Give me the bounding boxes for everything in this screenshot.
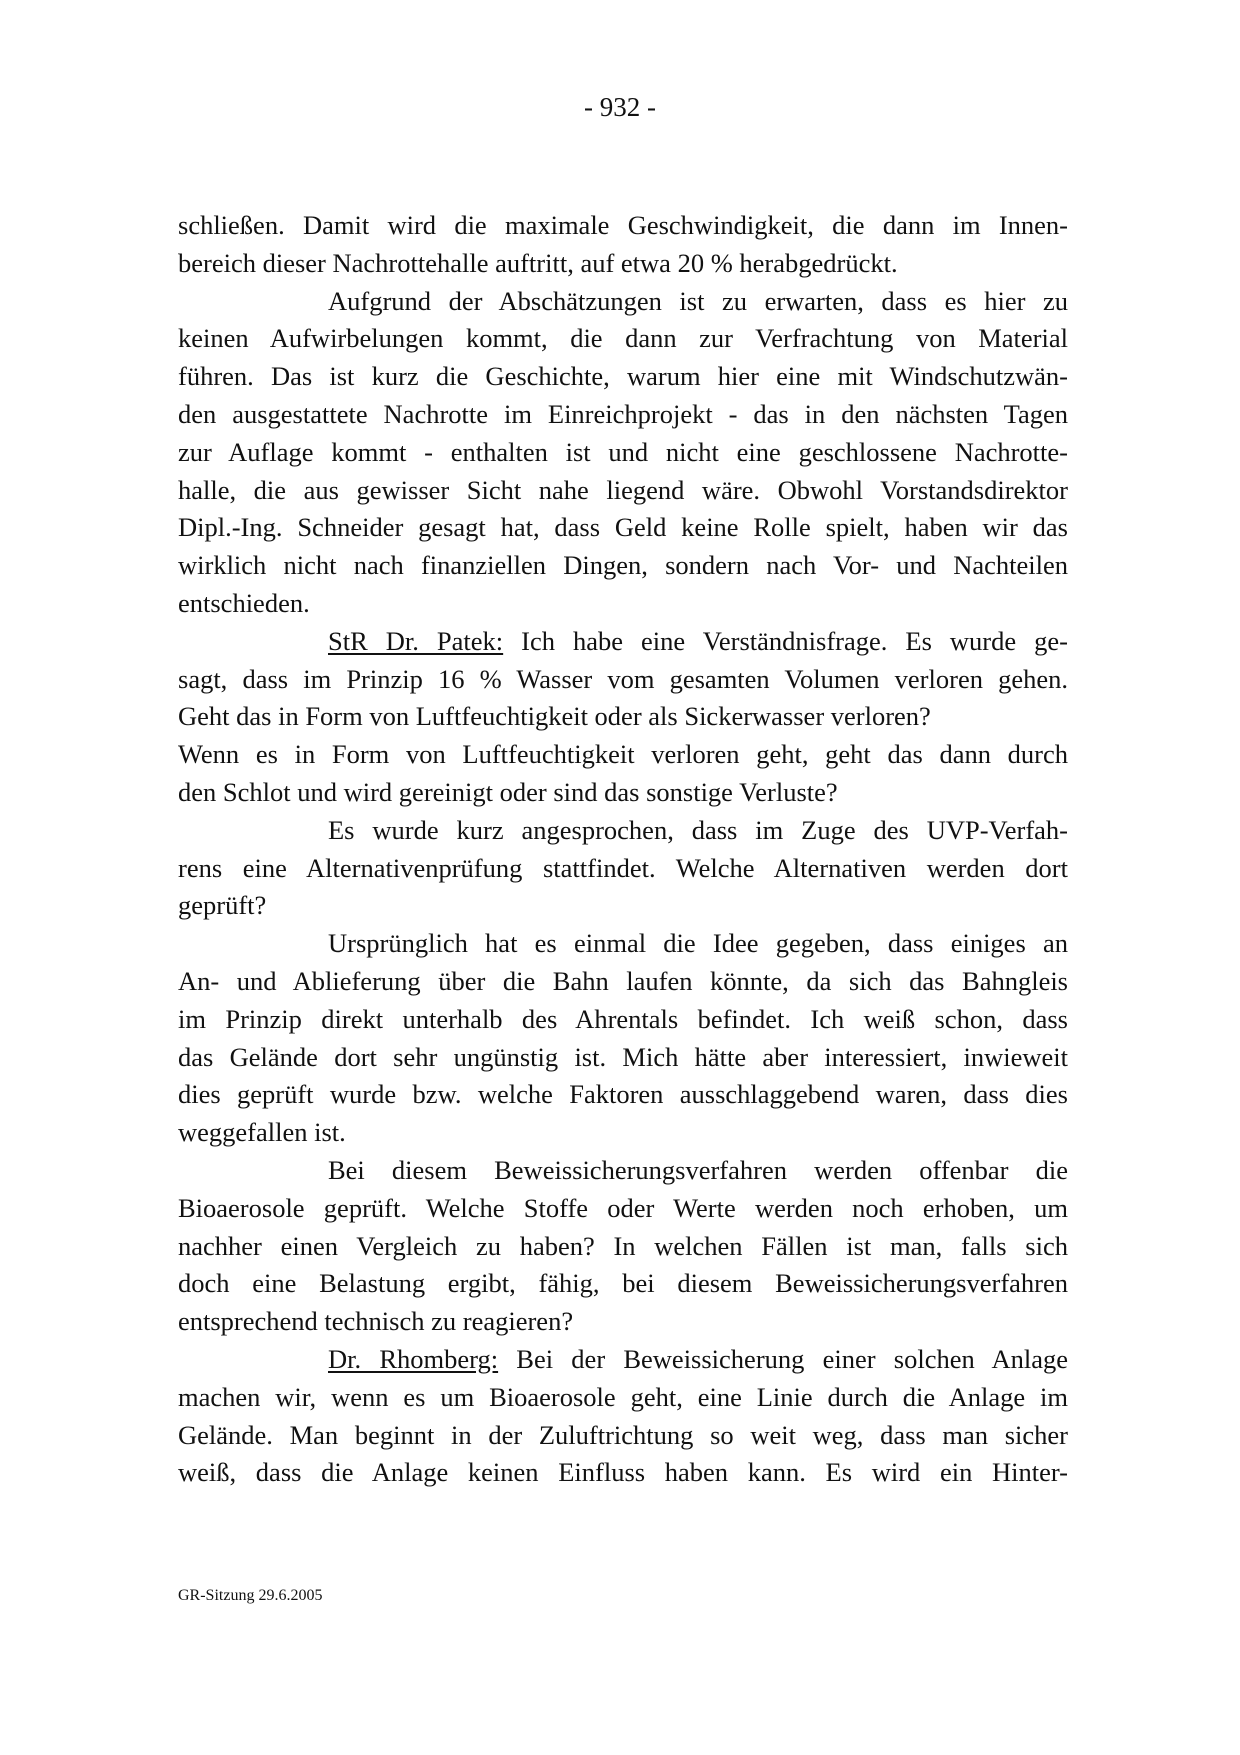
line-text: Ursprünglich hat es einmal die Idee gegeben, dass einiges an bbox=[328, 928, 1068, 959]
text-line bbox=[178, 245, 1068, 283]
line-text: Gelände. Man beginnt in der Zuluftrichtung so weit weg, dass man sicher bbox=[178, 1419, 1068, 1450]
line-text: Dipl.-Ing. Schneider gesagt hat, dass Geld keine Rolle spielt, haben wir das bbox=[178, 512, 1068, 543]
line-text: dies geprüft wurde bzw. welche Faktoren ausschlaggebend waren, dass dies bbox=[178, 1079, 1068, 1110]
text-line bbox=[178, 1303, 1068, 1341]
line-text: sagt, dass im Prinzip 16 % Wasser vom gesamten Volumen verloren gehen. bbox=[178, 663, 1068, 694]
text-line bbox=[178, 509, 1068, 547]
text-line bbox=[178, 434, 1068, 472]
text-line bbox=[178, 358, 1068, 396]
text-line bbox=[178, 207, 1068, 245]
line-text: entschieden. bbox=[178, 587, 310, 618]
text-line bbox=[178, 623, 1068, 661]
text-line bbox=[178, 1076, 1068, 1114]
line-text: halle, die aus gewisser Sicht nahe liegend wäre. Obwohl Vorstandsdirektor bbox=[178, 474, 1068, 505]
text-line bbox=[178, 1152, 1068, 1190]
text-line bbox=[178, 396, 1068, 434]
text-line bbox=[178, 1379, 1068, 1417]
text-line bbox=[178, 1454, 1068, 1492]
document-body bbox=[178, 207, 1068, 1492]
line-text: An- und Ablieferung über die Bahn laufen könnte, da sich das Bahngleis bbox=[178, 965, 1068, 996]
page-footer: GR-Sitzung 29.6.2005 bbox=[178, 1587, 323, 1604]
line-text: zur Auflage kommt - enthalten ist und nicht eine geschlossene Nachrotte- bbox=[178, 436, 1068, 467]
line-text: den Schlot und wird gereinigt oder sind das sonstige Verluste? bbox=[178, 776, 838, 807]
line-text: den ausgestattete Nachrotte im Einreichprojekt - das in den nächsten Tagen bbox=[178, 398, 1068, 429]
line-text: rens eine Alternativenprüfung stattfindet. Welche Alternativen werden dort bbox=[178, 852, 1068, 883]
line-text: schließen. Damit wird die maximale Geschwindigkeit, die dann im Innen- bbox=[178, 210, 1068, 240]
text-line bbox=[178, 1114, 1068, 1152]
line-text: Bei diesem Beweissicherungsverfahren werden offenbar die bbox=[328, 1154, 1068, 1185]
text-line bbox=[178, 472, 1068, 510]
text-line bbox=[178, 320, 1068, 358]
text-line bbox=[178, 1417, 1068, 1455]
text-line bbox=[178, 1001, 1068, 1039]
text-line bbox=[178, 661, 1068, 699]
line-text: Bioaerosole geprüft. Welche Stoffe oder Werte werden noch erhoben, um bbox=[178, 1192, 1068, 1223]
line-text: machen wir, wenn es um Bioaerosole geht, eine Linie durch die Anlage im bbox=[178, 1381, 1068, 1412]
text-line bbox=[178, 698, 1068, 736]
text-line bbox=[178, 774, 1068, 812]
line-text: weiß, dass die Anlage keinen Einfluss haben kann. Es wird ein Hinter- bbox=[178, 1457, 1068, 1488]
text-line bbox=[178, 1265, 1068, 1303]
line-text: weggefallen ist. bbox=[178, 1117, 346, 1148]
line-text: Aufgrund der Abschätzungen ist zu erwarten, dass es hier zu bbox=[328, 285, 1068, 316]
line-text: Bei der Beweissicherung einer solchen Anlage bbox=[498, 1343, 1068, 1374]
line-text: wirklich nicht nach finanziellen Dingen, sondern nach Vor- und Nachteilen bbox=[178, 550, 1068, 581]
text-line bbox=[178, 1039, 1068, 1077]
line-text: führen. Das ist kurz die Geschichte, warum hier eine mit Windschutzwän- bbox=[178, 361, 1068, 392]
text-line bbox=[178, 547, 1068, 585]
line-text: das Gelände dort sehr ungünstig ist. Mich hätte aber interessiert, inwieweit bbox=[178, 1041, 1068, 1072]
text-line bbox=[178, 1341, 1068, 1379]
text-line bbox=[178, 736, 1068, 774]
text-line bbox=[178, 812, 1068, 850]
line-text: Geht das in Form von Luftfeuchtigkeit oder als Sickerwasser verloren? bbox=[178, 701, 931, 732]
line-text: bereich dieser Nachrottehalle auftritt, auf etwa 20 % herabgedrückt. bbox=[178, 247, 898, 278]
line-text: nachher einen Vergleich zu haben? In welchen Fällen ist man, falls sich bbox=[178, 1230, 1068, 1261]
line-text: im Prinzip direkt unterhalb des Ahrentals befindet. Ich weiß schon, dass bbox=[178, 1003, 1068, 1034]
line-text: entsprechend technisch zu reagieren? bbox=[178, 1306, 574, 1337]
text-line bbox=[178, 963, 1068, 1001]
text-line bbox=[178, 925, 1068, 963]
line-text: keinen Aufwirbelungen kommt, die dann zur Verfrachtung von Material bbox=[178, 323, 1068, 354]
line-text: geprüft? bbox=[178, 890, 267, 921]
speaker-name: StR Dr. Patek: bbox=[328, 625, 504, 656]
line-text: Wenn es in Form von Luftfeuchtigkeit verloren geht, geht das dann durch bbox=[178, 739, 1068, 770]
speaker-name: Dr. Rhomberg: bbox=[328, 1343, 499, 1374]
line-text: Ich habe eine Verständnisfrage. Es wurde ge- bbox=[503, 625, 1068, 656]
text-line bbox=[178, 283, 1068, 321]
line-text: Es wurde kurz angesprochen, dass im Zuge des UVP-Verfah- bbox=[328, 814, 1068, 845]
line-text: doch eine Belastung ergibt, fähig, bei diesem Beweissicherungsverfahren bbox=[178, 1268, 1068, 1299]
text-line bbox=[178, 850, 1068, 888]
text-line bbox=[178, 585, 1068, 623]
text-line bbox=[178, 1228, 1068, 1266]
text-line bbox=[178, 1190, 1068, 1228]
text-line bbox=[178, 887, 1068, 925]
page-number: - 932 - bbox=[584, 92, 656, 122]
